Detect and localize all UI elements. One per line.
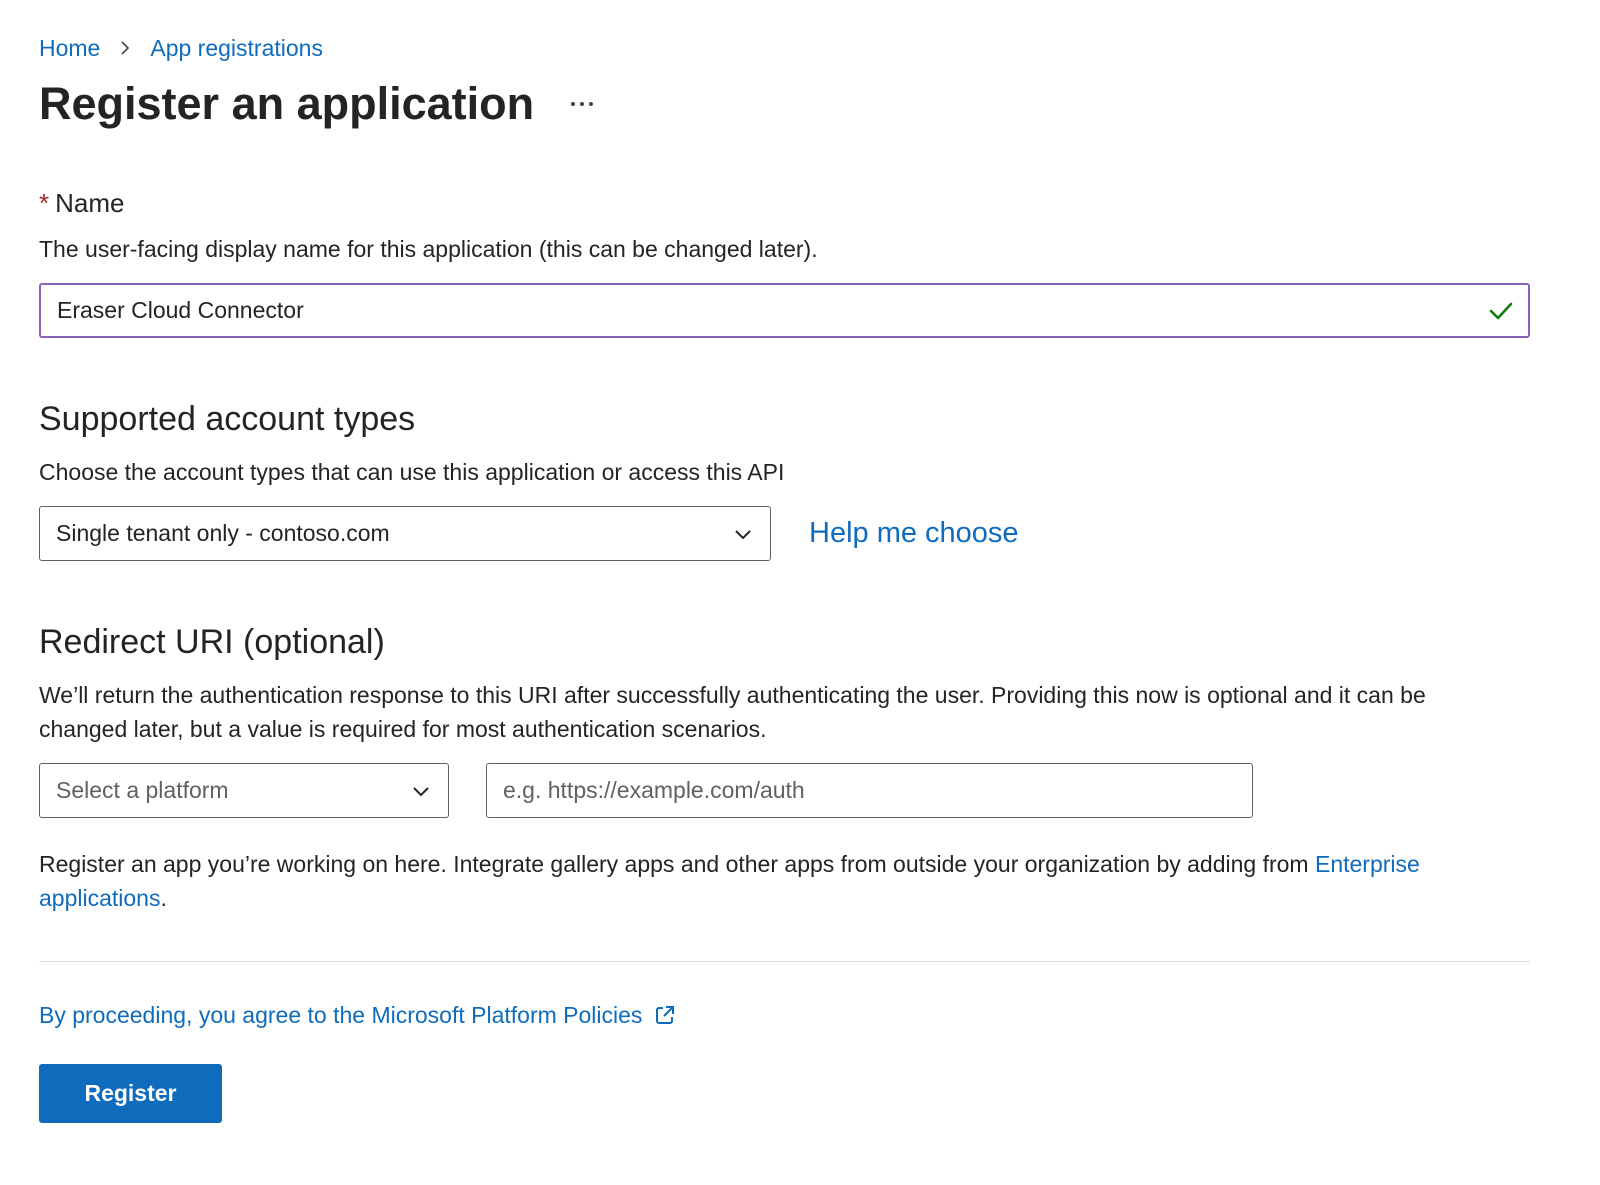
chevron-right-icon — [100, 41, 150, 55]
platform-placeholder: Select a platform — [56, 777, 229, 803]
account-types-description: Choose the account types that can use this application or access this API — [39, 459, 785, 485]
account-types-heading: Supported account types — [39, 400, 416, 438]
chevron-down-icon — [734, 525, 752, 543]
more-horizontal-icon-dot — [589, 102, 593, 106]
title-row — [39, 76, 602, 132]
account-types-dropdown[interactable] — [39, 506, 771, 561]
account-types-selected: Single tenant only - contoso.com — [56, 520, 390, 546]
more-horizontal-icon-dot — [580, 102, 584, 106]
platform-dropdown[interactable] — [39, 763, 449, 818]
name-label-text: Name — [55, 188, 125, 218]
enterprise-note-suffix: . — [160, 885, 167, 911]
help-me-choose-link[interactable]: Help me choose — [809, 517, 1019, 549]
name-description: The user-facing display name for this application (this can be changed later). — [39, 236, 818, 262]
name-label — [39, 186, 124, 220]
more-options-button[interactable] — [562, 84, 602, 124]
enterprise-note-text: Register an app you’re working on here. Integrate gallery apps and other apps from outside your organization by adding from — [39, 851, 1315, 877]
redirect-uri-placeholder: e.g. https://example.com/auth — [503, 777, 805, 803]
redirect-uri-description: We’ll return the authentication response to this URI after successfully authenticating the user. Providing this now is optional and it can be changed later, but a value is required for most authentication scenarios. — [39, 682, 1426, 742]
chevron-down-icon — [412, 782, 430, 800]
redirect-uri-heading: Redirect URI (optional) — [39, 623, 385, 661]
external-link-icon — [654, 1004, 676, 1026]
divider — [39, 961, 1530, 962]
breadcrumb-home-link[interactable]: Home — [39, 35, 101, 61]
redirect-uri-input[interactable] — [486, 763, 1253, 818]
breadcrumb — [39, 33, 323, 63]
platform-policies-text: By proceeding, you agree to the Microsoft Platform Policies — [39, 1002, 643, 1028]
name-input[interactable] — [39, 283, 1530, 338]
page-title: Register an application — [39, 78, 535, 129]
register-button[interactable]: Register — [39, 1064, 222, 1123]
breadcrumb-app-registrations-link[interactable]: App registrations — [150, 35, 323, 61]
enterprise-applications-link[interactable]: Enterprise applications — [39, 851, 1420, 911]
enterprise-note — [39, 847, 1534, 915]
required-marker: * — [39, 188, 50, 218]
more-horizontal-icon — [571, 102, 575, 106]
checkmark-icon — [1488, 298, 1514, 324]
platform-policies-link[interactable] — [39, 999, 676, 1031]
name-input-value: Eraser Cloud Connector — [57, 297, 304, 323]
